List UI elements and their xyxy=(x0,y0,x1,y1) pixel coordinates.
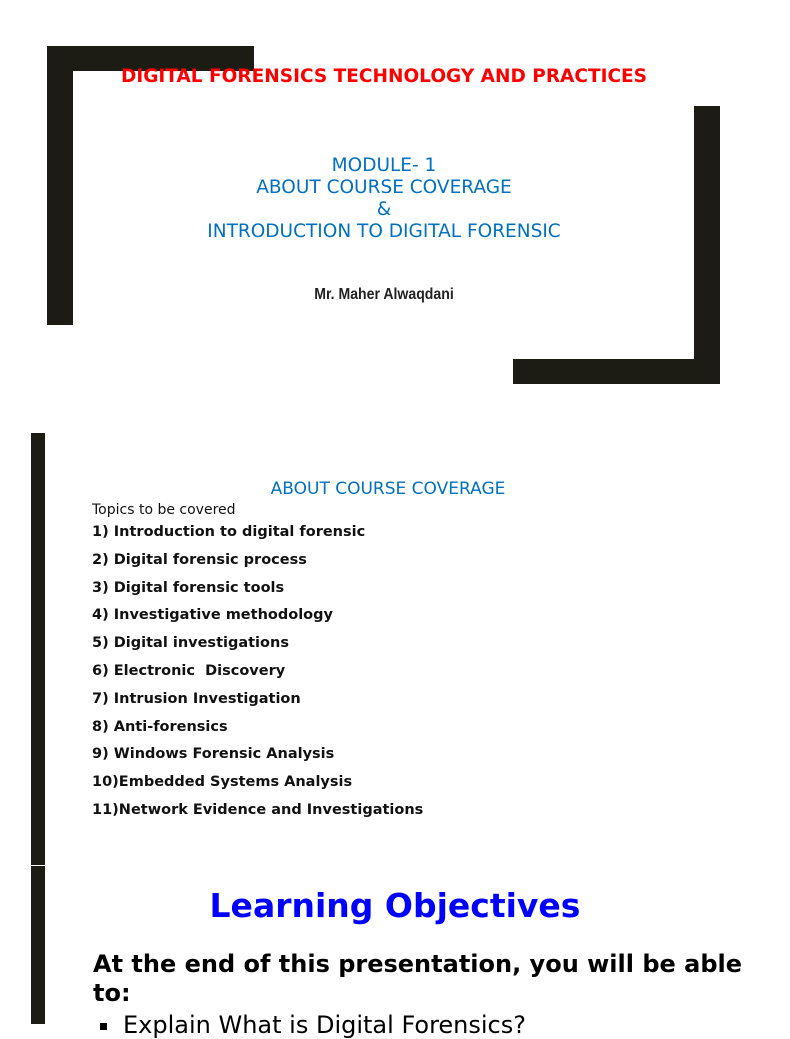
list-item: 1) Introduction to digital forensic xyxy=(92,524,366,540)
list-item: 3) Digital forensic tools xyxy=(92,579,285,596)
list-item: 7) Intrusion Investigation xyxy=(92,690,301,707)
list-item: 9) Windows Forensic Analysis xyxy=(92,746,335,763)
topics-list xyxy=(92,524,423,830)
slide-title: ABOUT COURSE COVERAGE xyxy=(270,479,506,499)
list-item: 8) Anti-forensics xyxy=(92,718,228,735)
learning-objectives-slide xyxy=(0,866,768,1039)
author-name: Mr. Maher Alwaqdani xyxy=(314,286,454,303)
list-item: 10)Embedded Systems Analysis xyxy=(92,774,353,791)
list-item: 5) Digital investigations xyxy=(92,635,289,652)
module-line: ABOUT COURSE COVERAGE xyxy=(256,177,512,198)
list-item: 6) Electronic Discovery xyxy=(92,662,286,679)
module-line: INTRODUCTION TO DIGITAL FORENSIC xyxy=(207,221,561,242)
corner-bracket-top-left-vertical xyxy=(47,46,73,325)
slide-title: Learning Objectives xyxy=(209,886,581,925)
objectives-intro: At the end of this presentation, you will be able to: xyxy=(93,950,743,1007)
list-item: 11)Network Evidence and Investigations xyxy=(92,801,424,818)
title-slide xyxy=(0,0,768,408)
corner-bracket-bottom-right-horizontal xyxy=(513,359,720,384)
slide-subtitle: Topics to be covered xyxy=(92,502,236,518)
objective-text: Explain What is Digital Forensics? xyxy=(123,1011,526,1039)
module-heading xyxy=(100,155,668,243)
module-line: MODULE- 1 xyxy=(331,155,437,176)
course-title: DIGITAL FORENSICS TECHNOLOGY AND PRACTICES xyxy=(121,66,647,87)
course-coverage-slide xyxy=(0,433,768,865)
module-line: & xyxy=(376,199,392,220)
square-bullet-icon xyxy=(100,1023,107,1030)
corner-bracket-bottom-right-vertical xyxy=(694,106,720,384)
objective-bullet xyxy=(100,1011,526,1039)
slide-divider xyxy=(0,412,768,424)
list-item: 2) Digital forensic process xyxy=(92,551,307,568)
list-item: 4) Investigative methodology xyxy=(92,607,333,624)
